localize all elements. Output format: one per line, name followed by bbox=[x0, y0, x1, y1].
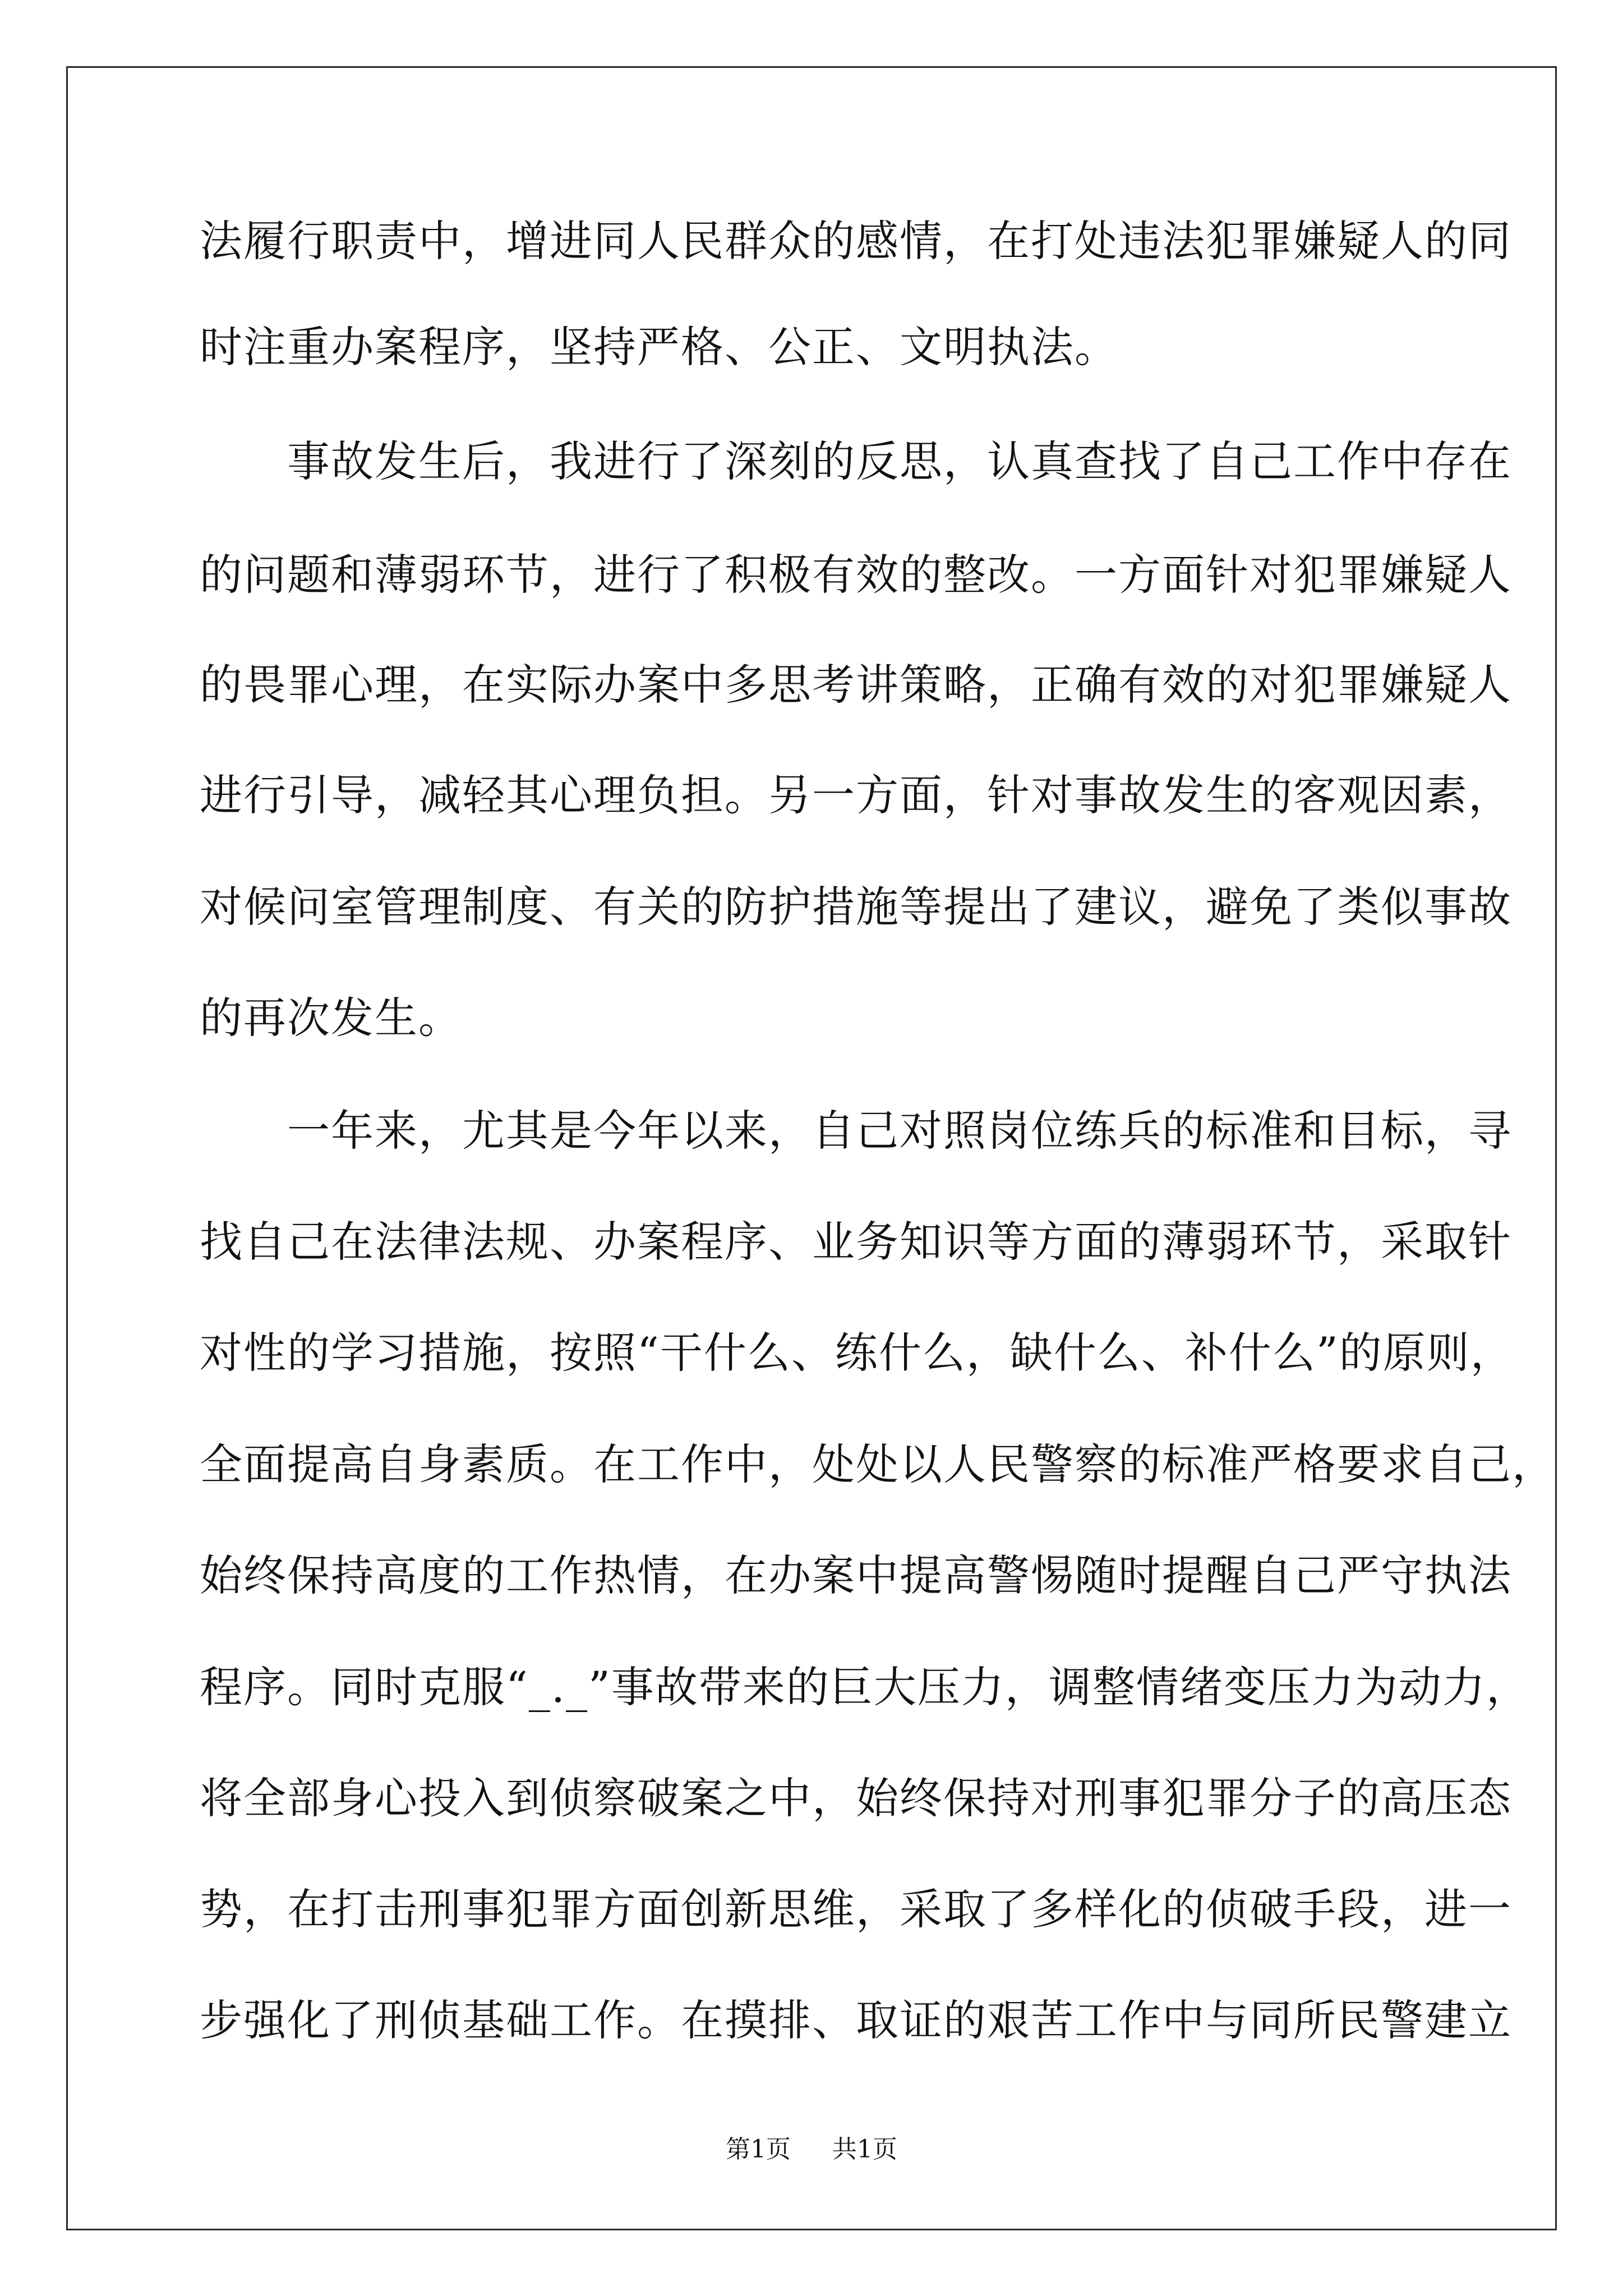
text-line: 时注重办案程序，坚持严格、公正、文明执法。 bbox=[200, 322, 1118, 372]
text-line: 的再次发生。 bbox=[200, 993, 462, 1043]
text-line: 将全部身心投入到侦察破案之中，始终保持对刑事犯罪分子的高压态 bbox=[200, 1773, 1512, 1823]
text-line: 全面提高自身素质。在工作中，处处以人民警察的标准严格要求自己， bbox=[200, 1439, 1556, 1489]
text-line: 对性的学习措施，按照“干什么、练什么，缺什么、补什么”的原则， bbox=[200, 1328, 1514, 1378]
text-line: 一年来，尤其是今年以来，自己对照岗位练兵的标准和目标，寻 bbox=[200, 1106, 1512, 1156]
text-line: 的畏罪心理，在实际办案中多思考讲策略，正确有效的对犯罪嫌疑人 bbox=[200, 660, 1512, 710]
page-total: 共1页 bbox=[832, 2135, 897, 2164]
text-line: 法履行职责中，增进同人民群众的感情，在打处违法犯罪嫌疑人的同 bbox=[200, 216, 1512, 266]
page-number: 第1页 bbox=[726, 2135, 791, 2164]
text-line: 进行引导，减轻其心理负担。另一方面，针对事故发生的客观因素， bbox=[200, 770, 1512, 820]
text-line: 事故发生后，我进行了深刻的反思，认真查找了自己工作中存在 bbox=[200, 436, 1512, 486]
text-line: 程序。同时克服“_._”事故带来的巨大压力，调整情绪变压力为动力， bbox=[200, 1662, 1530, 1712]
text-line: 的问题和薄弱环节，进行了积极有效的整改。一方面针对犯罪嫌疑人 bbox=[200, 550, 1512, 600]
page-footer bbox=[0, 2129, 1623, 2165]
text-line: 始终保持高度的工作热情，在办案中提高警惕随时提醒自己严守执法 bbox=[200, 1550, 1512, 1600]
text-line: 对候问室管理制度、有关的防护措施等提出了建议，避免了类似事故 bbox=[200, 882, 1512, 932]
text-line: 势，在打击刑事犯罪方面创新思维，采取了多样化的侦破手段，进一 bbox=[200, 1884, 1512, 1934]
text-line: 找自己在法律法规、办案程序、业务知识等方面的薄弱环节，采取针 bbox=[200, 1217, 1512, 1267]
text-line: 步强化了刑侦基础工作。在摸排、取证的艰苦工作中与同所民警建立 bbox=[200, 1995, 1512, 2045]
